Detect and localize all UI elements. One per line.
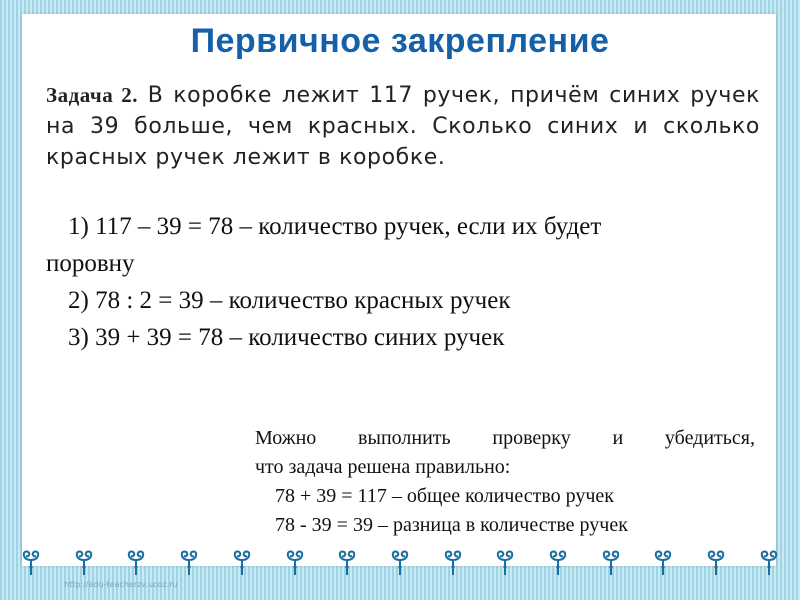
task-text: В коробке лежит 117 ручек, причём синих ручек на 39 больше, чем красных. Сколько синих и сколько красных ручек лежит в коробке. [46,83,761,170]
swirl-ornament-icon [391,550,409,576]
swirl-ornament-icon [233,550,251,576]
solution-step-1-continuation: поровну [46,250,135,277]
swirl-ornament-icon [444,550,462,576]
swirl-ornament-icon [549,550,567,576]
swirl-ornament-icon [602,550,620,576]
swirl-ornament-icon [127,550,145,576]
swirl-ornament-icon [338,550,356,576]
solution-steps [46,208,766,356]
swirl-ornament-icon [496,550,514,576]
swirl-ornament-icon [760,550,778,576]
verification-line-2: 78 - 39 = 39 – разница в количестве ручек [275,514,628,536]
swirl-ornament-icon [22,550,40,576]
solution-step-2: 2) 78 : 2 = 39 – количество красных ручек [68,287,511,314]
swirl-ornament-icon [654,550,672,576]
swirl-ornament-icon [75,550,93,576]
swirl-ornament-icon [707,550,725,576]
ornament-row [22,548,778,578]
solution-step-1: 1) 117 – 39 = 78 – количество ручек, если их будет [68,213,602,240]
task-statement [46,80,760,173]
solution-step-3: 3) 39 + 39 = 78 – количество синих ручек [68,324,505,351]
swirl-ornament-icon [286,550,304,576]
slide-title: Первичное закрепление [190,22,610,60]
verification-block [255,424,755,540]
verification-intro-line-2: что задача решена правильно: [255,456,511,478]
swirl-ornament-icon [180,550,198,576]
verification-intro-line-1: Можно выполнить проверку и убедиться, [255,427,755,449]
task-label: Задача 2. [46,83,138,107]
verification-line-1: 78 + 39 = 117 – общее количество ручек [275,485,615,507]
watermark: http://edu-teacherzv.ucoz.ru [64,580,178,589]
